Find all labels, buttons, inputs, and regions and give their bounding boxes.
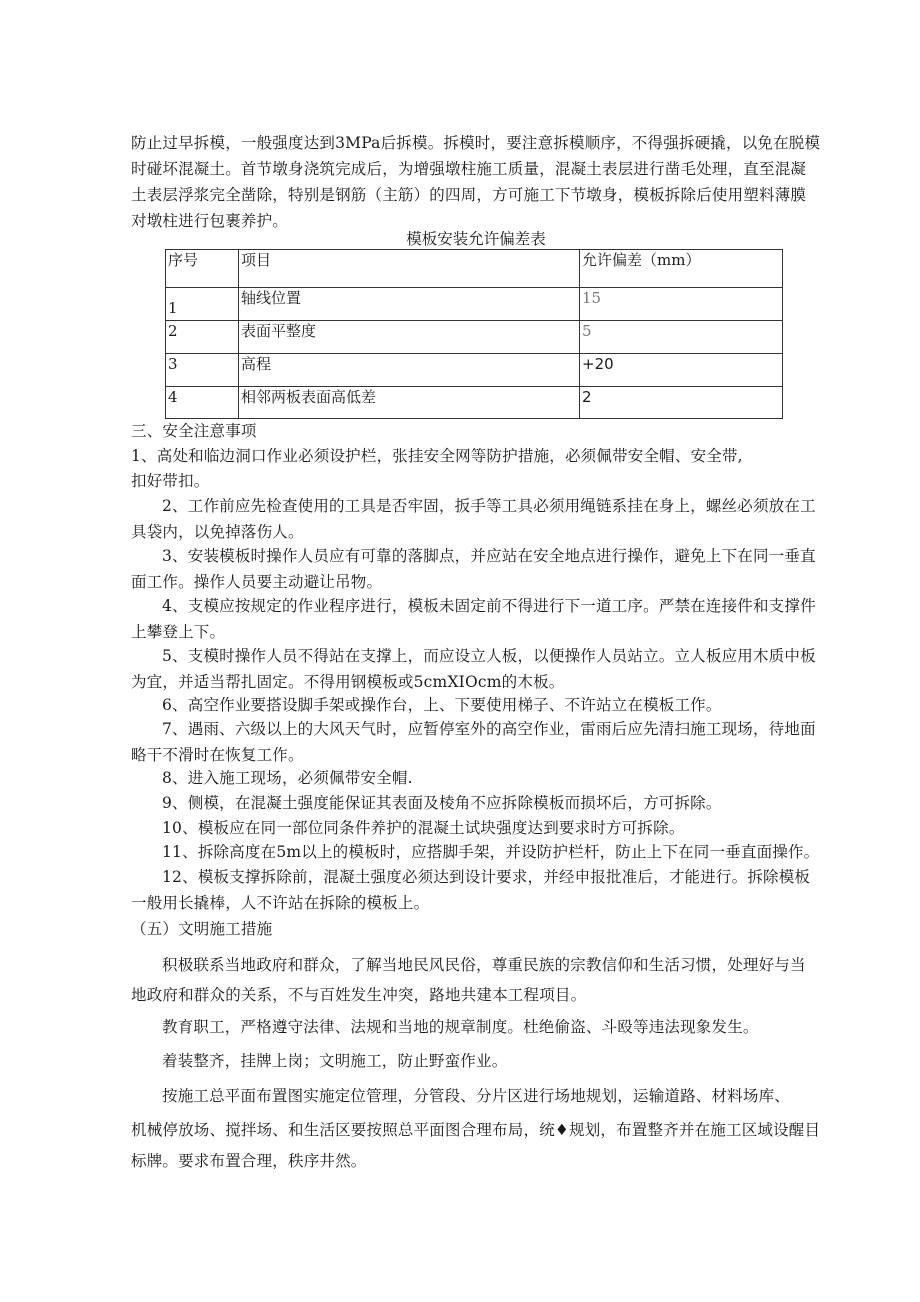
row-tolerance: 5 (580, 321, 783, 354)
civilized-paragraph: 按施工总平面布置图实施定位管理，分管段、分片区进行场地规划，运输道路、材料场库、 (162, 1087, 791, 1105)
tolerance-table (165, 249, 783, 419)
safety-item: 4、支模应按规定的作业程序进行，模板未固定前不得进行下一道工序。严禁在连接件和支撑件上攀登上下。 (131, 597, 816, 641)
row-index: 1 (166, 288, 239, 321)
civilized-paragraph: 教育职工，严格遵守法律、法规和当地的规章制度。杜绝偷盗、斗殴等违法现象发生。 (162, 1018, 759, 1036)
table-row (166, 387, 783, 419)
intro-paragraph: 防止过早拆模，一般强度达到3MPa后拆模。拆模时，要注意拆模顺序，不得强拆硬撬，以免在脱模时碰坏混凝土。首节墩身浇筑完成后，为增强墩柱施工质量，混凝土表层进行凿毛处理，直至混凝土表层浮浆完全凿除，特别是钢筋（主筋）的四周，方可施工下节墩身，模板拆除后使用塑料薄膜对墩柱进行包裹养护。 (131, 134, 821, 230)
row-index: 3 (166, 354, 239, 387)
row-item: 相邻两板表面高低差 (239, 387, 580, 419)
table-row (166, 354, 783, 387)
safety-item: 3、安装模板时操作人员应有可靠的落脚点，并应站在安全地点进行操作，避免上下在同一垂直面工作。操作人员要主动避让吊物。 (131, 547, 816, 591)
civilized-heading: （五）文明施工措施 (131, 920, 273, 938)
table-row (166, 288, 783, 321)
safety-item: 7、遇雨、六级以上的大风天气时，应暂停室外的高空作业，雷雨后应先清扫施工现场，待地面略干不滑时在恢复工作。 (131, 720, 816, 764)
civilized-paragraph: 积极联系当地政府和群众，了解当地民风民俗，尊重民族的宗教信仰和生活习惯，处理好与当地政府和群众的关系，不与百姓发生冲突，路地共建本工程项目。 (131, 956, 806, 1004)
row-item: 轴线位置 (239, 288, 580, 321)
row-item: 高程 (239, 354, 580, 387)
row-item: 表面平整度 (239, 321, 580, 354)
safety-item: 8、进入施工现场，必须佩带安全帽. (162, 769, 413, 787)
safety-item-1-line-2: 扣好带扣。 (131, 472, 210, 490)
safety-item: 9、侧模，在混凝土强度能保证其表面及棱角不应拆除模板而损坏后，方可拆除。 (162, 794, 722, 812)
row-tolerance: 2 (580, 387, 783, 419)
header-item: 项目 (239, 250, 580, 288)
civilized-paragraph: 着装整齐，挂牌上岗；文明施工，防止野蛮作业。 (162, 1052, 508, 1070)
safety-item: 12、模板支撑拆除前，混凝土强度必须达到设计要求，并经申报批准后，才能进行。拆除模板一般用长撬棒，人不许站在拆除的模板上。 (131, 868, 811, 912)
civilized-paragraph: 机械停放场、搅拌场、和生活区要按照总平面图合理布局，统♦规划，布置整齐并在施工区域设醒目标牌。要求布置合理，秩序井然。 (131, 1121, 821, 1170)
safety-item: 6、高空作业要搭设脚手架或操作台，上、下要使用梯子、不许站立在模板工作。 (162, 696, 722, 714)
safety-heading: 三、安全注意事项 (131, 422, 257, 440)
table-row (166, 321, 783, 354)
row-tolerance: 15 (580, 288, 783, 321)
table-title: 模板安装允许偏差表 (406, 230, 546, 248)
safety-item: 11、拆除高度在5m以上的模板时，应搭脚手架，并设防护栏杆，防止上下在同一垂直面操作。 (162, 843, 820, 861)
row-index: 4 (166, 387, 239, 419)
safety-item-1-line-1: 1、高处和临边洞口作业必须设护栏，张挂安全网等防护措施，必须佩带安全帽、安全带, (131, 447, 743, 465)
row-tolerance: +20 (580, 354, 783, 387)
header-index: 序号 (166, 250, 239, 288)
table-header-row (166, 250, 783, 288)
row-index: 2 (166, 321, 239, 354)
safety-item: 10、模板应在同一部位同条件养护的混凝土试块强度达到要求时方可拆除。 (162, 819, 685, 837)
safety-item: 2、工作前应先检查使用的工具是否牢固，扳手等工具必须用绳链系挂在身上，螺丝必须放在工具袋内，以免掉落伤人。 (131, 497, 816, 541)
safety-item: 5、支模时操作人员不得站在支撑上，而应设立人板，以便操作人员站立。立人板应用木质中板为宜，并适当帮扎固定。不得用钢模板或5cmXIOcm的木板。 (131, 647, 816, 691)
header-tolerance: 允许偏差（mm） (580, 250, 783, 288)
